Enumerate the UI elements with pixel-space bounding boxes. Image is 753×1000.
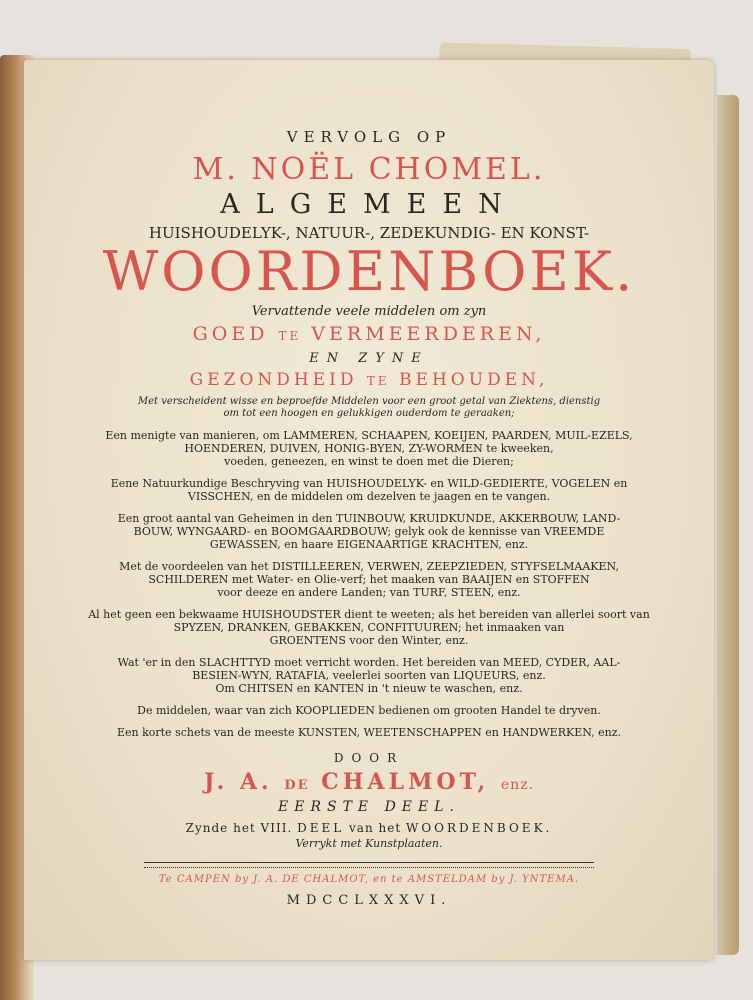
heading-vervolg: VERVOLG OP [286,128,452,146]
paragraph-line: HOENDEREN, DUIVEN, HONIG-BYEN, ZY-WORMEN te kweeken, [184,442,554,455]
author-surname: CHALMOT, [321,769,490,795]
paragraph-line: GEWASSEN, en haare EIGENAARTIGE KRACHTEN, enz. [209,538,529,551]
heading-subject: HUISHOUDELYK-, NATUUR-, ZEDEKUNDIG- EN KONST- [148,224,590,242]
te-word: TE [278,329,302,343]
author-particle: DE [284,778,310,793]
paragraph-line: BOUW, WYNGAARD- en BOOMGAARDBOUW; gelyk ook de kennisse van VREEMDE [133,525,605,538]
volume-note-a: Zynde het VIII. [185,821,293,835]
paragraph-line: SCHILDEREN met Water- en Olie-verf; het maaken van BAAIJEN en STOFFEN [148,573,590,586]
volume-note-d: WOORDENBOEK. [406,821,553,835]
paragraph-line: Een korte schets van de meeste KUNSTEN, WEETENSCHAPPEN en HANDWERKEN, enz. [116,726,622,739]
heading-chomel: M. NOËL CHOMEL. [192,152,546,187]
ornamental-rule [144,860,594,870]
title-page-text [64,128,674,908]
publication-year: MDCCLXXXVI. [286,893,452,908]
vermeerderen-word: VERMEERDEREN, [311,323,546,345]
title-page [24,60,714,960]
paragraph-slaughter [64,656,674,695]
author-enz: enz. [500,777,535,793]
gezondheid-word: GEZONDHEID [189,370,358,390]
heading-en-zyne: EN ZYNE [309,351,429,366]
imprint: Te CAMPEN by J. A. DE CHALMOT, en te AMSTELDAM by J. YNTEMA. [158,874,580,885]
italic-note-line-1: Met verscheident wisse en beproefde Middelen voor een groot getal van Ziektens, dienstig [137,396,601,407]
heading-algemeen: ALGEMEEN [220,189,518,220]
italic-note [64,396,674,420]
author-name [64,769,674,795]
paragraph-merchants [64,704,674,717]
subtitle-vervattende: Vervattende veele middelen om zyn [251,304,487,319]
illustrations-note: Verrykt met Kunstplaaten. [295,837,443,850]
paragraph-line: voeden, geneezen, en winst te doen met die Dieren; [224,455,514,468]
paragraph-housekeeping [64,608,674,647]
heading-gezondheid [64,370,674,390]
paragraph-crafts [64,560,674,599]
book-page-edges [717,95,739,955]
volume-note-b: DEEL [297,821,345,835]
paragraph-line: Om CHITSEN en KANTEN in 't nieuw te waschen, enz. [215,682,523,695]
paragraph-line: Eene Natuurkundige Beschryving van HUISHOUDELYK- en WILD-GEDIERTE, VOGELEN en [110,477,628,490]
paragraph-line: Wat 'er in den SLACHTTYD moet verricht worden. Het bereiden van MEED, CYDER, AAL- [117,656,621,669]
paragraph-horticulture [64,512,674,551]
paragraph-arts [64,726,674,739]
te-word-2: TE [366,374,390,388]
volume-note [64,821,674,835]
paragraph-line: SPYZEN, DRANKEN, GEBAKKEN, CONFITUUREN; het inmaaken van [173,621,565,634]
paragraph-line: Met de voordeelen van het DISTILLEEREN, VERWEN, ZEEPZIEDEN, STYFSELMAAKEN, [119,560,619,573]
paragraph-line: Een menigte van manieren, om LAMMEREN, SCHAAPEN, KOEIJEN, PAARDEN, MUIL-EZELS, [105,429,633,442]
italic-note-line-2: om tot een hoogen en gelukkigen ouderdom te geraaken; [223,408,515,419]
paragraph-natural-history [64,477,674,503]
paragraph-line: voor deeze en andere Landen; van TURF, STEEN, enz. [217,586,521,599]
heading-goed [64,323,674,345]
paragraph-line: GROENTENS voor den Winter, enz. [269,634,469,647]
paragraph-line: Al het geen een bekwaame HUISHOUDSTER dient te weeten; als het bereiden van allerlei soort van [88,608,650,621]
main-title: WOORDENBOEK. [102,240,636,303]
by-line: DOOR [333,751,405,765]
volume-label: EERSTE DEEL. [278,799,460,815]
volume-note-c: van het [349,821,402,835]
paragraph-line: BESIEN-WYN, RATAFIA, veelerlei soorten van LIQUEURS, enz. [192,669,546,682]
goed-word: GOED [192,323,269,345]
paragraph-animals [64,429,674,468]
paragraph-line: VISSCHEN, en de middelen om dezelven te jaagen en te vangen. [187,490,551,503]
paragraph-line: Een groot aantal van Geheimen in den TUINBOUW, KRUIDKUNDE, AKKERBOUW, LAND- [117,512,621,525]
behouden-word: BEHOUDEN, [399,370,549,390]
paragraph-line: De middelen, waar van zich KOOPLIEDEN bedienen om grooten Handel te dryven. [137,704,601,717]
author-initials: J. A. [203,769,273,795]
